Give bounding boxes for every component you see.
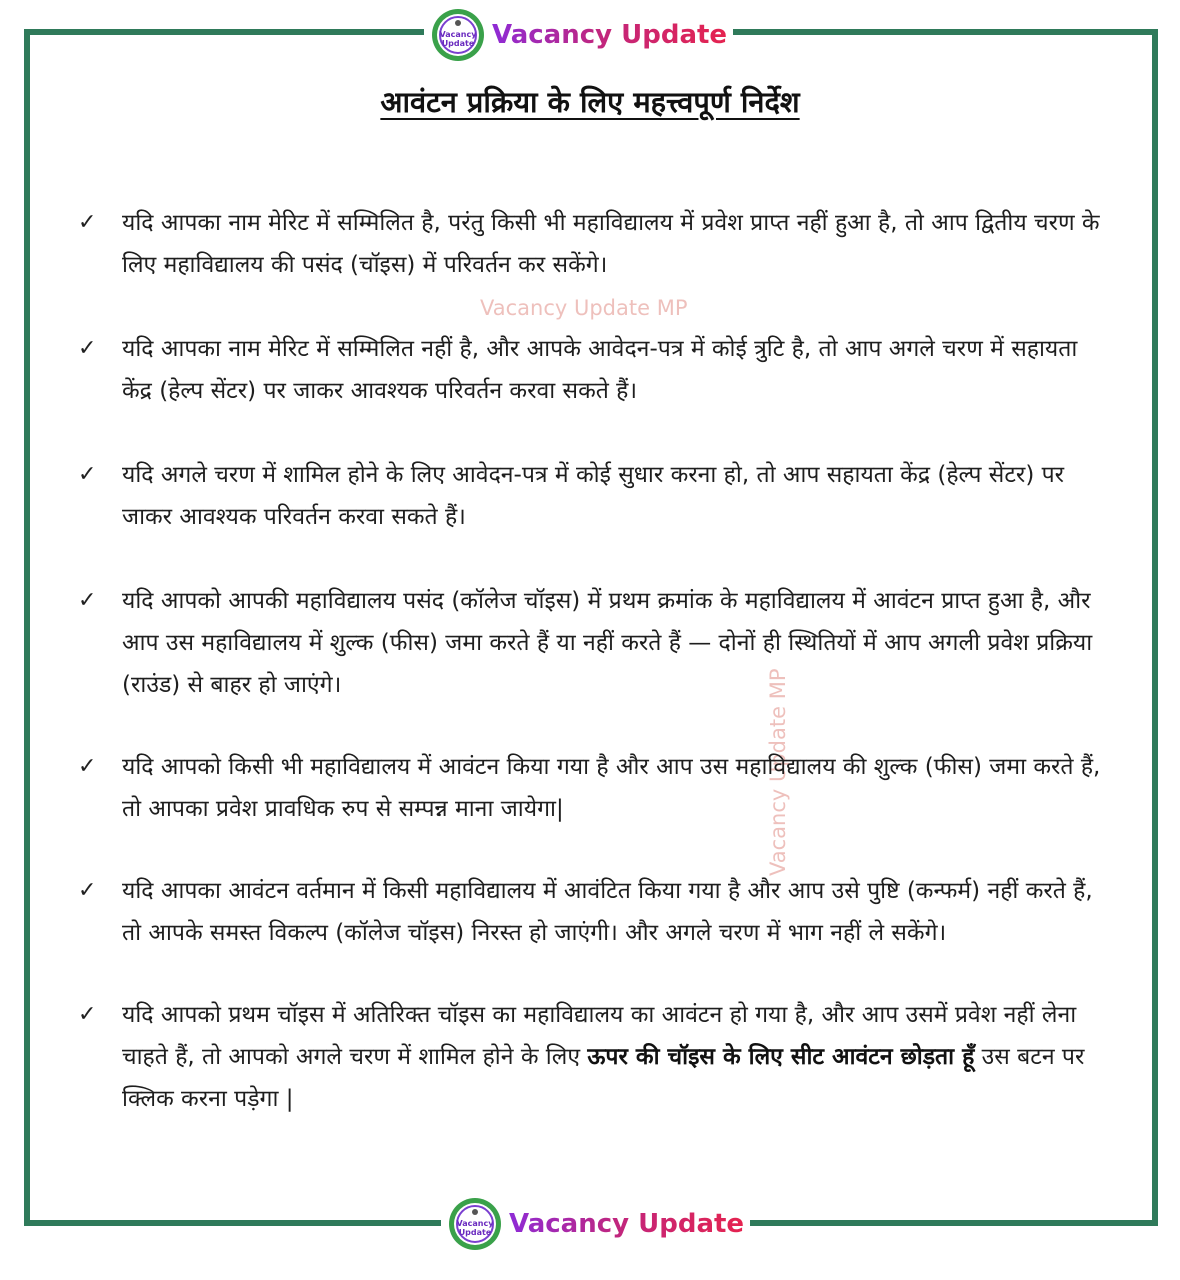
list-item-text: यदि आपका आवंटन वर्तमान में किसी महाविद्यालय में आवंटित किया गया है और आप उसे पुष्टि (कन्फर्म) नहीं करते हैं, तो आपके समस्त विकल्प (कॉलेज चॉइस) निरस्त हो जाएंगी। और अगले चरण में भाग नहीं ले सकेंगे। bbox=[122, 878, 1093, 946]
brand-name: Vacancy Update bbox=[509, 1209, 745, 1239]
brand-logo-bottom bbox=[441, 1193, 750, 1255]
list-item-text: यदि आपको किसी भी महाविद्यालय में आवंटन किया गया है और आप उस महाविद्यालय की शुल्क (फीस) जमा करते हैं, तो आपका प्रवेश प्रावधिक रुप से सम्पन्न माना जायेगा| bbox=[122, 754, 1101, 822]
watermark-horizontal: Vacancy Update MP bbox=[480, 296, 688, 320]
checkmark-icon: ✓ bbox=[78, 754, 97, 779]
list-item bbox=[78, 454, 1108, 538]
list-item bbox=[78, 870, 1108, 954]
list-item-text: यदि अगले चरण में शामिल होने के लिए आवेदन-पत्र में कोई सुधार करना हो, तो आप सहायता केंद्र (हेल्प सेंटर) पर जाकर आवश्यक परिवर्तन करवा सकते हैं। bbox=[122, 462, 1065, 530]
vacancy-update-badge-icon bbox=[430, 7, 486, 63]
release-seat-button-label: ऊपर की चॉइस के लिए सीट आवंटन छोड़ता हूँ bbox=[587, 1044, 975, 1070]
watermark-vertical: Vacancy Update MP bbox=[766, 668, 790, 876]
vacancy-update-badge-icon bbox=[447, 1196, 503, 1252]
list-item bbox=[78, 994, 1108, 1120]
svg-text:Vacancy: Vacancy bbox=[456, 1219, 494, 1228]
list-item bbox=[78, 202, 1108, 286]
checkmark-icon: ✓ bbox=[78, 588, 97, 613]
svg-text:Update: Update bbox=[458, 1228, 492, 1237]
svg-text:Vacancy: Vacancy bbox=[439, 30, 477, 39]
list-item bbox=[78, 746, 1108, 830]
list-item-text: यदि आपका नाम मेरिट में सम्मिलित है, परंतु किसी भी महाविद्यालय में प्रवेश प्राप्त नहीं हुआ है, तो आप द्वितीय चरण के लिए महाविद्यालय की पसंद (चॉइस) में परिवर्तन कर सकेंगे। bbox=[122, 210, 1100, 278]
page-title bbox=[0, 82, 1180, 121]
svg-text:Update: Update bbox=[441, 39, 475, 48]
list-item-text: उस बटन पर क्लिक करना पड़ेगा | bbox=[122, 1044, 1085, 1112]
checkmark-icon: ✓ bbox=[78, 210, 97, 235]
checkmark-icon: ✓ bbox=[78, 1002, 97, 1027]
list-item-text: यदि आपका नाम मेरिट में सम्मिलित नहीं है, और आपके आवेदन-पत्र में कोई त्रुटि है, तो आप अगले चरण में सहायता केंद्र (हेल्प सेंटर) पर जाकर आवश्यक परिवर्तन करवा सकते हैं। bbox=[122, 336, 1078, 404]
instruction-list bbox=[78, 202, 1108, 1120]
list-item-text: यदि आपको आपकी महाविद्यालय पसंद (कॉलेज चॉइस) में प्रथम क्रमांक के महाविद्यालय में आवंटन प्राप्त हुआ है, और आप उस महाविद्यालय में शुल्क (फीस) जमा करते हैं या नहीं करते हैं — दोनों ही स्थितियों में आप अगली प्रवेश प्रक्रिया (राउंड) से बाहर हो जाएंगे। bbox=[122, 588, 1093, 698]
checkmark-icon: ✓ bbox=[78, 462, 97, 487]
page-title-text: आवंटन प्रक्रिया के लिए महत्त्वपूर्ण निर्देश bbox=[380, 85, 800, 119]
list-item bbox=[78, 580, 1108, 706]
list-item bbox=[78, 328, 1108, 412]
checkmark-icon: ✓ bbox=[78, 336, 97, 361]
list-item-text: यदि आपको प्रथम चॉइस में अतिरिक्त चॉइस का महाविद्यालय का आवंटन हो गया है, और आप उसमें प्रवेश नहीं लेना चाहते हैं, तो आपको अगले चरण में शामिल होने के लिए bbox=[122, 1002, 1077, 1070]
checkmark-icon: ✓ bbox=[78, 878, 97, 903]
brand-name: Vacancy Update bbox=[492, 20, 728, 50]
brand-logo-top bbox=[424, 4, 733, 66]
